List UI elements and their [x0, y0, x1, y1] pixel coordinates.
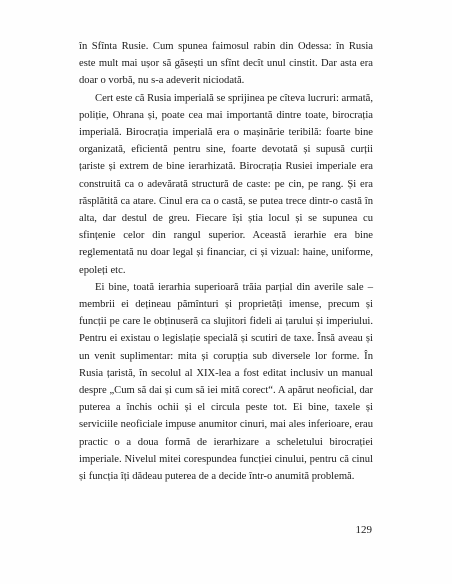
- paragraph-hierarchy-corruption: Ei bine, toată ierarhia superioară trăia parțial din averile sale – membrii ei dețineau pămînturi și proprietăți imense, precum și funcții pe care le obținuseră ca slujitori fideli ai țarului și imperiului. Pentru ei existau o legislație specială și scutiri de taxe. Însă aveau și un venit suplimentar: mita și corupția sub diversele lor forme. În Rusia țaristă, în secolul al XIX-lea a fost editat inclusiv un manual despre „Cum să dai și cum să iei mită corect“. A apărut neoficial, dar puterea a închis ochii și el circula peste tot. Ei bine, taxele și serviciile neoficiale impuse anumitor cinuri, mai ales inferioare, erau practic o a doua formă de ierarhizare a scheletului birocrației imperiale. Nivelul mitei corespundea funcției cinului, pentru că cinul și funcția îți dădeau puterea de a decide într-o anumită problemă.: [79, 281, 373, 483]
- paragraph-continued: în Sfînta Rusie. Cum spunea faimosul rabin din Odessa: în Rusia este mult mai ușor să găsești un sfînt decît unul cinstit. Dar asta era doar o vorbă, nu s-a adeverit niciodată.: [79, 41, 373, 87]
- body-text: [79, 38, 373, 485]
- paragraph-imperial-russia: Cert este că Rusia imperială se sprijinea pe cîteva lucruri: armată, poliție, Ohrana și, poate cea mai importantă dintre toate, birocrația imperială. Birocrația imperială era o mașinărie teribilă: foarte bine organizată, eficientă pentru sine, foarte devotată și supusă curții țariste și extrem de bine ierarhizată. Birocrația Rusiei imperiale era construită ca o adevărată structură de caste: pe cin, pe rang. Și era răsplătită ca atare. Cinul era ca o castă, se putea trece dintr-o castă în alta, dar destul de greu. Fiecare își știa locul și se supunea cu sfințenie celor din rangul superior. Această ierarhie era bine reglementată nu doar legal și financiar, ci și vizual: haine, uniforme, epoleți etc.: [79, 92, 373, 276]
- page-number: 129: [355, 524, 372, 536]
